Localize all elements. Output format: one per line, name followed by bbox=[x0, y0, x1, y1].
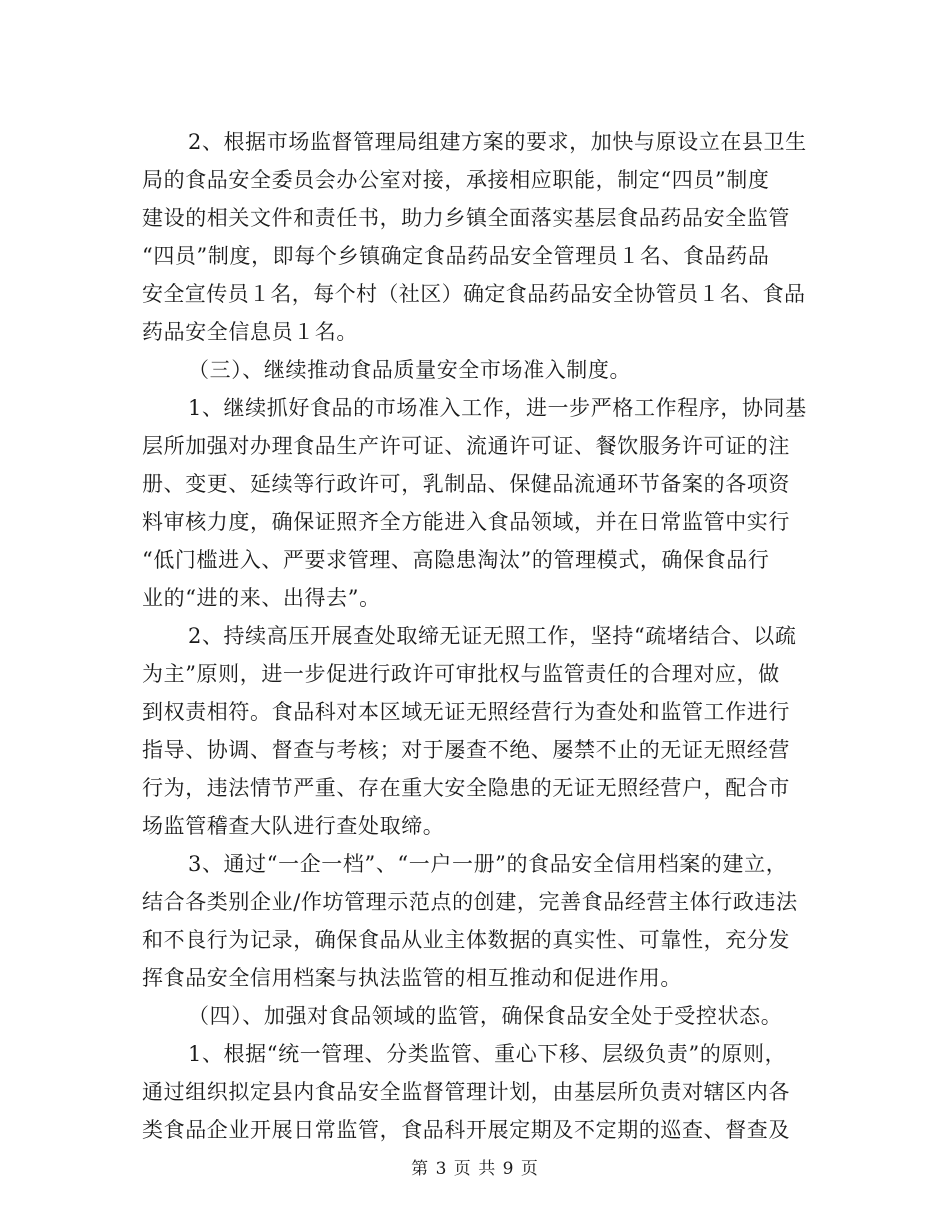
text-line: 到权责相符。食品科对本区域无证无照经营行为查处和监管工作进行 bbox=[142, 700, 790, 724]
text-line: 料审核力度，确保证照齐全方能进入食品领域，并在日常监管中实行 bbox=[142, 510, 790, 534]
text-line: 场监管稽查大队进行查处取缔。 bbox=[142, 814, 445, 838]
text-line: 和不良行为记录，确保食品从业主体数据的真实性、可靠性，充分发 bbox=[142, 928, 790, 952]
text-line: 结合各类别企业/作坊管理示范点的创建，完善食品经营主体行政违法 bbox=[142, 890, 798, 914]
text-line: 局的食品安全委员会办公室对接，承接相应职能，制定“四员”制度 bbox=[142, 168, 770, 192]
text-line: 业的“进的来、出得去”。 bbox=[142, 586, 381, 610]
text-line: 药品安全信息员１名。 bbox=[142, 320, 358, 344]
text-line: 通过组织拟定县内食品安全监督管理计划，由基层所负责对辖区内各 bbox=[142, 1080, 790, 1104]
text-line: 层所加强对办理食品生产许可证、流通许可证、餐饮服务许可证的注 bbox=[142, 434, 790, 458]
text-line: 行为，违法情节严重、存在重大安全隐患的无证无照经营户，配合市 bbox=[142, 776, 790, 800]
text-line: 1、根据“统一管理、分类监管、重心下移、层级负责”的原则， bbox=[188, 1042, 787, 1066]
section-heading: （三）、继续推动食品质量安全市场准入制度。 bbox=[188, 358, 632, 382]
text-line: “四员”制度，即每个乡镇确定食品药品安全管理员１名、食品药品 bbox=[142, 244, 770, 268]
text-line: 2、根据市场监督管理局组建方案的要求，加快与原设立在县卫生 bbox=[188, 130, 807, 154]
text-line: 3、通过“一企一档”、“一户一册”的食品安全信用档案的建立， bbox=[188, 852, 788, 876]
text-line: 为主”原则，进一步促进行政许可审批权与监管责任的合理对应，做 bbox=[142, 662, 780, 686]
text-line: 挥食品安全信用档案与执法监管的相互推动和促进作用。 bbox=[142, 966, 682, 990]
text-line: 类食品企业开展日常监管，食品科开展定期及不定期的巡查、督查及 bbox=[142, 1118, 790, 1142]
text-line: 指导、协调、督查与考核；对于屡查不绝、屡禁不止的无证无照经营 bbox=[142, 738, 790, 762]
text-line: 1、继续抓好食品的市场准入工作，进一步严格工作程序，协同基 bbox=[188, 396, 807, 420]
text-line: 2、持续高压开展查处取缔无证无照工作，坚持“疏堵结合、以疏 bbox=[188, 624, 797, 648]
section-heading: （四）、加强对食品领域的监管，确保食品安全处于受控状态。 bbox=[188, 1004, 783, 1028]
text-line: 册、变更、延续等行政许可，乳制品、保健品流通环节备案的各项资 bbox=[142, 472, 790, 496]
text-line: 建设的相关文件和责任书，助力乡镇全面落实基层食品药品安全监管 bbox=[142, 206, 790, 230]
text-line: 安全宣传员１名，每个村（社区）确定食品药品安全协管员１名、食品 bbox=[142, 282, 806, 306]
text-line: “低门槛进入、严要求管理、高隐患淘汰”的管理模式，确保食品行 bbox=[142, 548, 770, 572]
page-number-footer: 第 3 页 共 9 页 bbox=[411, 1159, 539, 1179]
